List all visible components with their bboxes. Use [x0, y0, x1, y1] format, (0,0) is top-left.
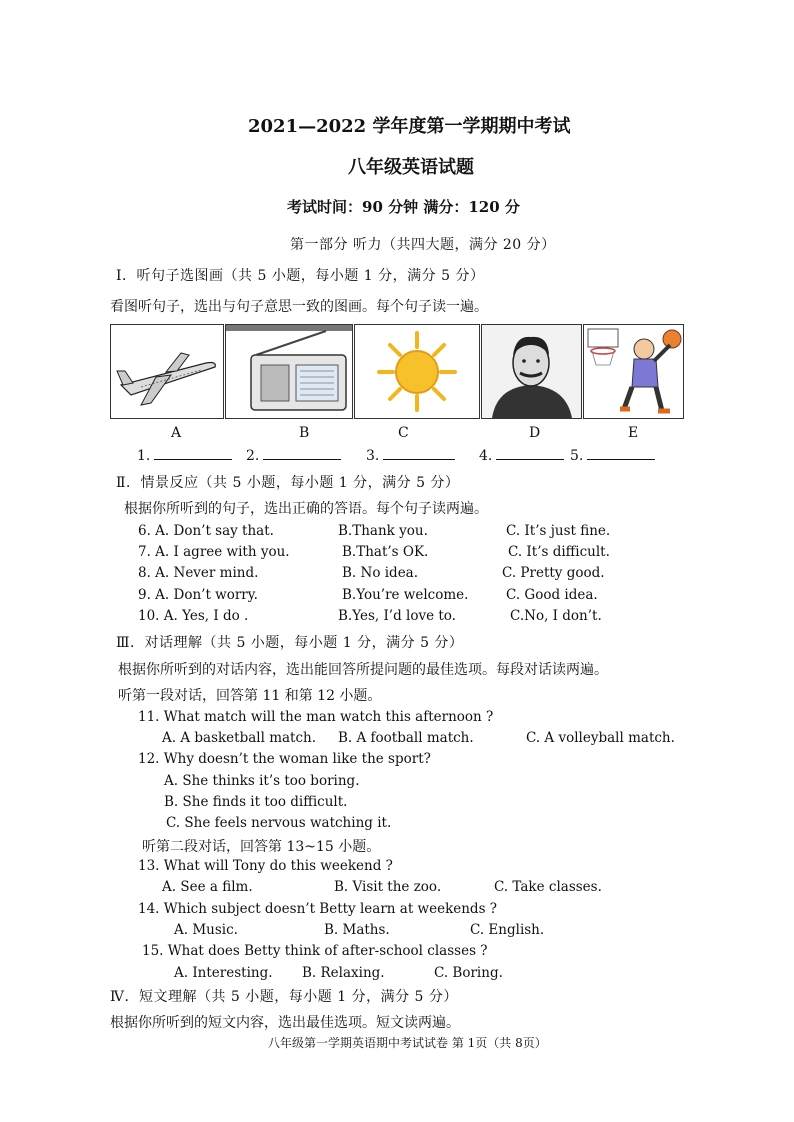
picture-b-radio	[225, 324, 353, 419]
q12-option-a: A. She thinks it’s too boring.	[164, 773, 360, 789]
blank-number: 4.	[479, 448, 493, 464]
exam-info: 考试时间：90 分钟 满分：120 分	[287, 198, 520, 216]
blank-number: 5.	[570, 448, 584, 464]
picture-a-airplane	[110, 324, 224, 419]
q15-text: 15. What does Betty think of after-school classes ?	[142, 943, 488, 959]
q13-option-c: C. Take classes.	[494, 879, 602, 895]
q6-option-a: 6. A. Don’t say that.	[138, 523, 274, 539]
q10-option-a: 10. A. Yes, I do .	[138, 608, 249, 624]
q13-option-b: B. Visit the zoo.	[334, 879, 442, 895]
q10-option-b: B.Yes, I’d love to.	[338, 608, 456, 624]
picture-c-sun	[354, 324, 480, 419]
radio-icon	[226, 325, 352, 418]
blank-number: 1.	[137, 448, 151, 464]
q9-option-a: 9. A. Don’t worry.	[138, 587, 258, 603]
blank-number: 3.	[366, 448, 380, 464]
q14-text: 14. Which subject doesn’t Betty learn at weekends ?	[138, 901, 498, 917]
q7-option-c: C. It’s difficult.	[508, 544, 610, 560]
section2-instruction: 根据你所听到的句子，选出正确的答语。每个句子读两遍。	[124, 501, 488, 517]
picture-label-b: B	[299, 425, 310, 441]
picture-d-portrait	[481, 324, 582, 419]
section3-instruction: 根据你所听到的对话内容，选出能回答所提问题的最佳选项。每段对话读两遍。	[118, 662, 608, 678]
picture-label-a: A	[171, 425, 182, 441]
section2-heading: Ⅱ．情景反应（共 5 小题，每小题 1 分，满分 5 分）	[116, 475, 460, 491]
q10-option-c: C.No, I don’t.	[510, 608, 602, 624]
q12-option-c: C. She feels nervous watching it.	[166, 815, 392, 831]
picture-label-d: D	[529, 425, 541, 441]
section4-instruction: 根据你所听到的短文内容，选出最佳选项。短文读两遍。	[110, 1015, 460, 1031]
section1-instruction: 看图听句子，选出与句子意思一致的图画。每个句子读一遍。	[110, 299, 488, 315]
q14-option-c: C. English.	[470, 922, 545, 938]
blank-number: 2.	[246, 448, 260, 464]
q8-option-a: 8. A. Never mind.	[138, 565, 259, 581]
q13-option-a: A. See a film.	[162, 879, 253, 895]
q7-option-b: B.That’s OK.	[342, 544, 429, 560]
answer-blank-4[interactable]	[479, 447, 564, 464]
q13-text: 13. What will Tony do this weekend ?	[138, 858, 393, 874]
q7-option-a: 7. A. I agree with you.	[138, 544, 290, 560]
q6-option-b: B.Thank you.	[338, 523, 428, 539]
part1-title: 第一部分 听力（共四大题，满分 20 分）	[290, 237, 556, 253]
q12-text: 12. Why doesn’t the woman like the sport?	[138, 751, 431, 767]
q15-option-a: A. Interesting.	[174, 965, 273, 981]
q9-option-c: C. Good idea.	[506, 587, 598, 603]
q15-option-b: B. Relaxing.	[302, 965, 385, 981]
q14-option-a: A. Music.	[174, 922, 238, 938]
section4-heading: Ⅳ．短文理解（共 5 小题，每小题 1 分，满分 5 分）	[110, 989, 458, 1005]
answer-blank-3[interactable]	[366, 447, 455, 464]
q6-option-c: C. It’s just fine.	[506, 523, 611, 539]
q14-option-b: B. Maths.	[324, 922, 390, 938]
picture-e-basketball	[583, 324, 684, 419]
page-footer: 八年级第一学期英语期中考试试卷 第 1页（共 8页）	[268, 1036, 547, 1050]
q11-option-a: A. A basketball match.	[162, 730, 317, 746]
q9-option-b: B.You’re welcome.	[342, 587, 469, 603]
answer-blank-2[interactable]	[246, 447, 341, 464]
q11-option-b: B. A football match.	[338, 730, 474, 746]
sun-icon	[355, 325, 479, 418]
exam-subtitle: 八年级英语试题	[348, 157, 474, 178]
q11-text: 11. What match will the man watch this afternoon ?	[138, 709, 494, 725]
portrait-icon	[482, 325, 581, 418]
q15-option-c: C. Boring.	[434, 965, 503, 981]
picture-label-c: C	[398, 425, 409, 441]
section1-heading: Ⅰ．听句子选图画（共 5 小题，每小题 1 分，满分 5 分）	[116, 268, 485, 284]
basketball-icon	[584, 325, 683, 418]
exam-title: 2021—2022 学年度第一学期期中考试	[248, 116, 571, 137]
q8-option-b: B. No idea.	[342, 565, 419, 581]
q8-option-c: C. Pretty good.	[502, 565, 605, 581]
q11-option-c: C. A volleyball match.	[526, 730, 675, 746]
picture-label-e: E	[628, 425, 639, 441]
dialog2-intro: 听第二段对话，回答第 13~15 小题。	[142, 839, 381, 855]
answer-blank-5[interactable]	[570, 447, 655, 464]
q12-option-b: B. She finds it too difficult.	[164, 794, 348, 810]
section3-heading: Ⅲ．对话理解（共 5 小题，每小题 1 分，满分 5 分）	[116, 635, 464, 651]
dialog1-intro: 听第一段对话，回答第 11 和第 12 小题。	[118, 688, 382, 704]
answer-blank-1[interactable]	[137, 447, 232, 464]
airplane-icon	[111, 325, 223, 418]
